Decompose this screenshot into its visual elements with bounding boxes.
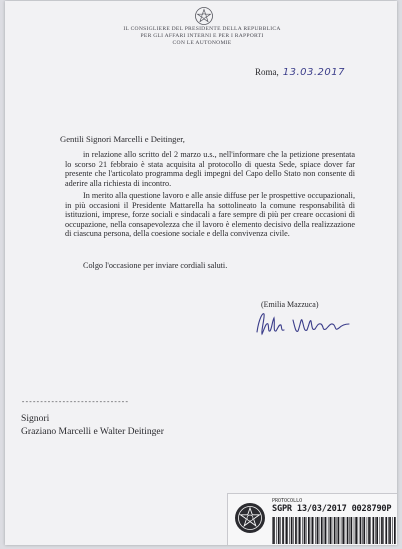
handwritten-signature (249, 304, 365, 342)
protocol-code: SGPR 13/03/2017 0028790P (272, 504, 392, 514)
signatory-name: (Emilia Mazzuca) (261, 300, 319, 309)
handwritten-date: 13.03.2017 (282, 67, 346, 78)
letterhead-line-3: CON LE AUTONOMIE (172, 40, 232, 46)
place: Roma, (255, 67, 279, 77)
recipient-title: Signori (21, 413, 50, 424)
paragraph-1: in relazione allo scritto del 2 marzo u.s., nell'informare che la petizione presentata lo scorso 21 febbraio è stata acquisita al protocollo di questa Sede, spiace dover far presente che l'articolato programma degli impegni del Capo dello Stato non consente di aderire alla richiesta di incontro. (65, 150, 355, 188)
barcode-icon (272, 517, 397, 544)
letterhead (97, 26, 307, 47)
recipient-names: Graziano Marcelli e Walter Deitinger (21, 425, 164, 437)
italian-republic-emblem-icon (194, 6, 214, 26)
salutation: Gentili Signori Marcelli e Deitinger, (60, 134, 185, 144)
closing-line: Colgo l'occasione per inviare cordiali saluti. (83, 261, 228, 270)
place-date (255, 67, 345, 78)
separator-line: ----------------------------- (21, 399, 129, 407)
letterhead-line-2: PER GLI AFFARI INTERNI E PER I RAPPORTI (140, 33, 264, 39)
letterhead-line-1: IL CONSIGLIERE DEL PRESIDENTE DELLA REPUBBLICA (123, 26, 281, 32)
protocol-label: PROTOCOLLO (272, 498, 303, 504)
protocol-stamp (227, 493, 397, 545)
republic-seal-icon (234, 502, 266, 534)
letter-page (5, 1, 397, 545)
paragraph-2: In merito alla questione lavoro e alle ansie diffuse per le prospettive occupazionali, in più occasioni il Presidente Mattarella ha sottolineato la comune responsabilità di istituzioni, imprese, forze sociali e sindacali a fare sempre di più per creare occasioni di occupazione, nella consapevolezza che il lavoro è elemento decisivo della realizzazione di ciascuna persona, della coesione sociale e della convivenza civile. (65, 191, 355, 239)
recipient-block (21, 413, 164, 438)
